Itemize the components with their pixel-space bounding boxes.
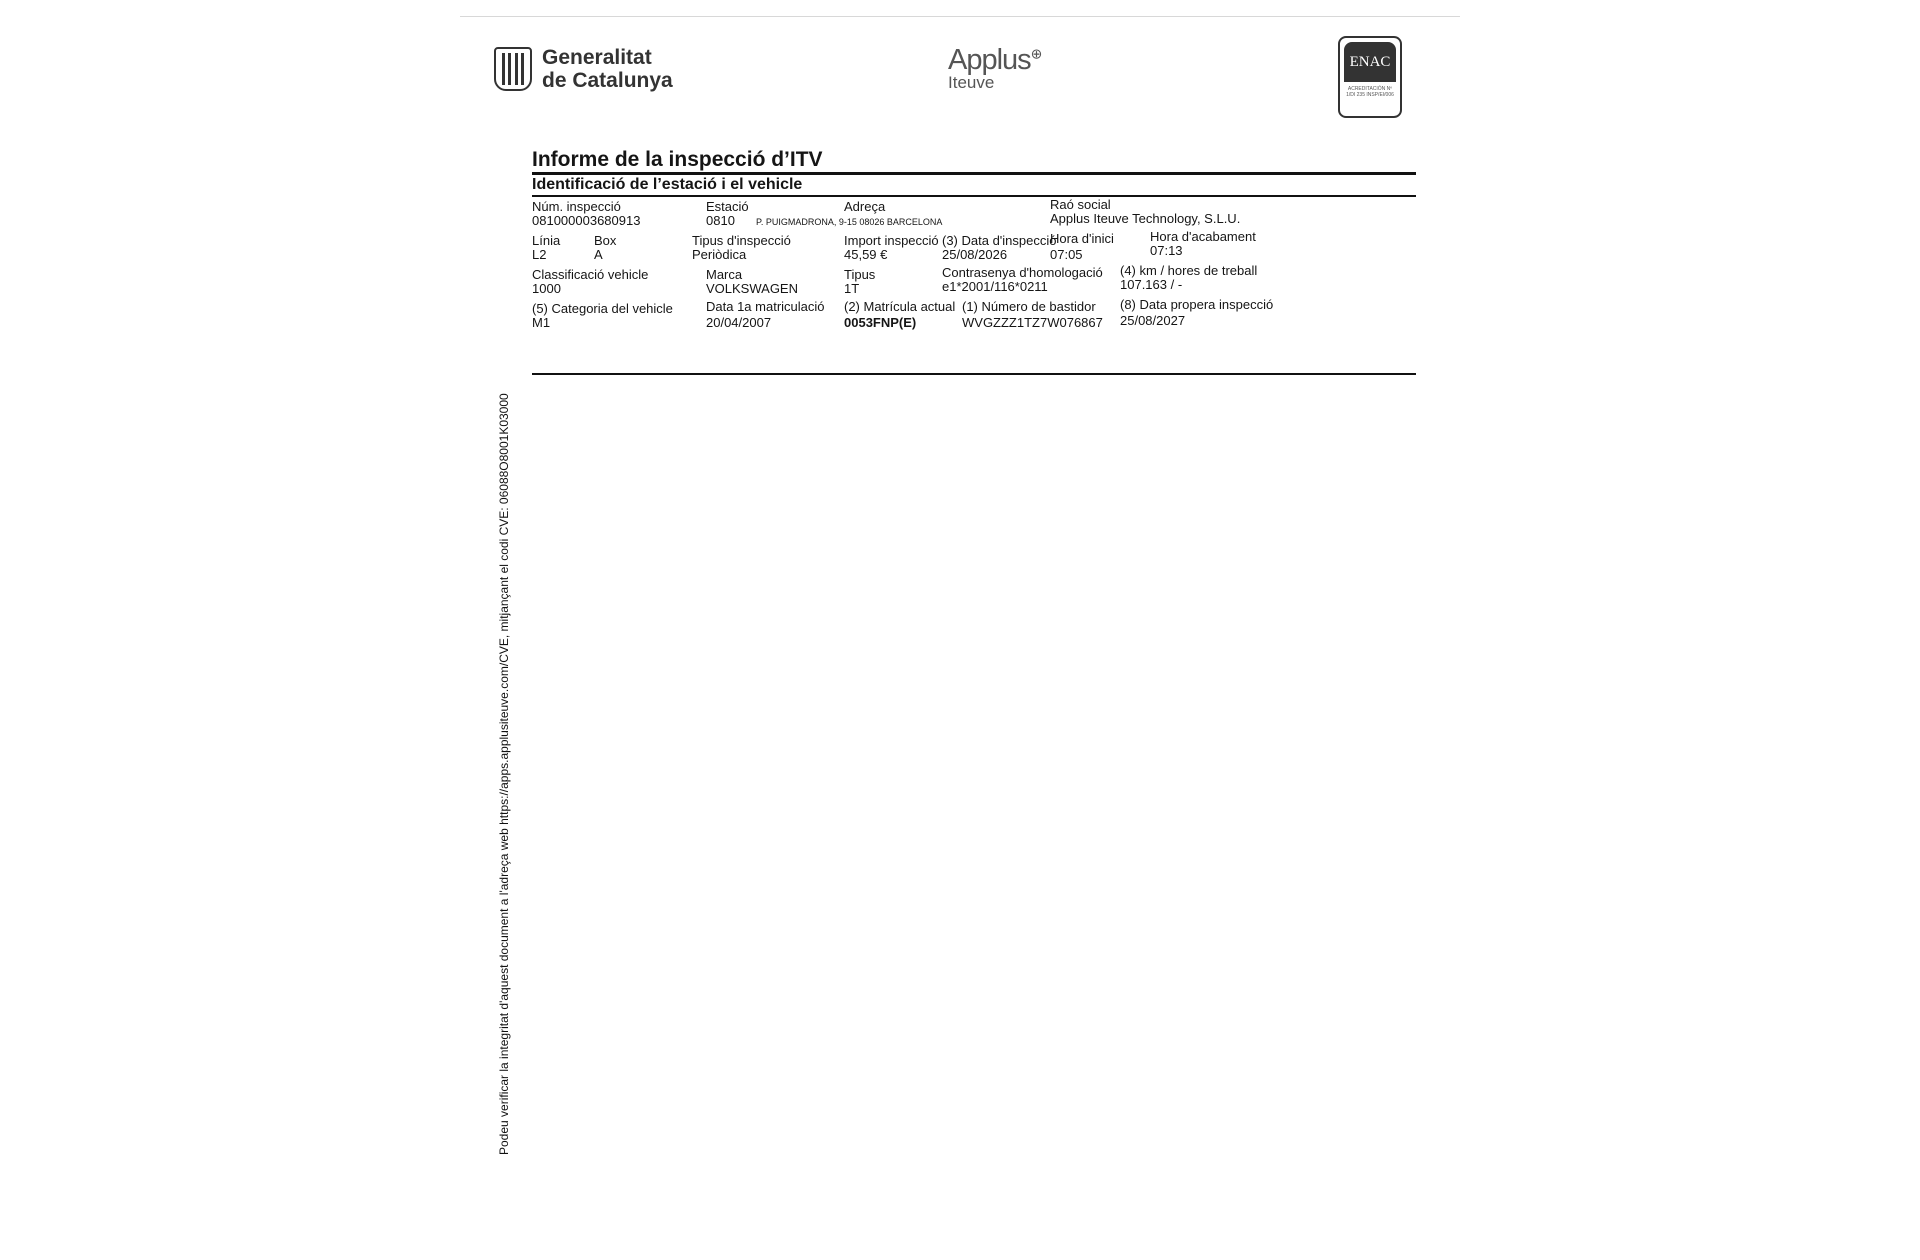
adreca: P. PUIGMADRONA, 9-15 08026 BARCELONA bbox=[756, 217, 943, 227]
data-label: (3) Data d'inspecció bbox=[942, 233, 1057, 248]
matr-label: (2) Matrícula actual bbox=[844, 299, 956, 314]
acab-label: Hora d'acabament bbox=[1150, 229, 1256, 244]
rao: Applus Iteuve Technology, S.L.U. bbox=[1050, 211, 1241, 226]
linia: L2 bbox=[532, 247, 547, 262]
rao-label: Raó social bbox=[1050, 197, 1111, 212]
tipusv: 1T bbox=[844, 281, 860, 296]
plus-icon: ⊕ bbox=[1030, 45, 1042, 62]
import-label: Import inspecció bbox=[844, 233, 939, 248]
itv-report bbox=[528, 36, 1416, 1260]
enac-small: ACREDITACIÓN Nº 1/DI 235 INSP/EI/006 bbox=[1346, 86, 1394, 98]
homol: e1*2001/116*0211 bbox=[942, 279, 1048, 294]
km-label: (4) km / hores de treball bbox=[1120, 263, 1258, 278]
class-label: Classificació vehicle bbox=[532, 267, 649, 282]
marca-label: Marca bbox=[706, 267, 743, 282]
cat: M1 bbox=[532, 315, 551, 330]
section-identification-title: Identificació de l’estació i el vehicle bbox=[532, 176, 803, 193]
import: 45,59 € bbox=[844, 247, 888, 262]
enac-badge bbox=[1338, 36, 1402, 118]
prop-label: (8) Data propera inspecció bbox=[1120, 297, 1274, 312]
page-title: Informe de la inspecció d’ITV bbox=[532, 148, 823, 171]
tipusv-label: Tipus bbox=[844, 267, 876, 282]
inici: 07:05 bbox=[1050, 247, 1083, 262]
report-header bbox=[528, 36, 1416, 112]
homol-label: Contrasenya d'homologació bbox=[942, 265, 1103, 280]
adreca-label: Adreça bbox=[844, 199, 886, 214]
logo-line1: Generalitat bbox=[542, 46, 652, 69]
top-border-line bbox=[460, 16, 1460, 17]
tipus-label: Tipus d'inspecció bbox=[692, 233, 791, 248]
generalitat-logo bbox=[494, 46, 673, 92]
prop: 25/08/2027 bbox=[1120, 313, 1186, 328]
mat1: 20/04/2007 bbox=[706, 315, 772, 330]
km: 107.163 / - bbox=[1120, 277, 1183, 292]
applus-brand: Applus bbox=[948, 44, 1031, 76]
identification-grid bbox=[532, 197, 1416, 375]
data-insp: 25/08/2026 bbox=[942, 247, 1008, 262]
box: A bbox=[594, 247, 603, 262]
verification-side-text: Podeu verificar la integritat d'aquest document a l'adreça web https://apps.applusiteuve.com/CVE, mitjançant el codi CVE: 06088O8001K03000 bbox=[497, 393, 511, 1155]
num-insp: 081000003680913 bbox=[532, 213, 641, 228]
matr: 0053FNP(E) bbox=[844, 315, 917, 330]
inici-label: Hora d'inici bbox=[1050, 231, 1114, 246]
mat1-label: Data 1a matriculació bbox=[706, 299, 825, 314]
generalitat-shield-icon bbox=[494, 47, 532, 91]
class: 1000 bbox=[532, 281, 561, 296]
estacio-label: Estació bbox=[706, 199, 749, 214]
cat-label: (5) Categoria del vehicle bbox=[532, 301, 673, 316]
tipus: Periòdica bbox=[692, 247, 747, 262]
bast-label: (1) Número de bastidor bbox=[962, 299, 1096, 314]
linia-label: Línia bbox=[532, 233, 561, 248]
marca: VOLKSWAGEN bbox=[706, 281, 798, 296]
estacio: 0810 bbox=[706, 213, 735, 228]
box-label: Box bbox=[594, 233, 617, 248]
applus-logo bbox=[948, 44, 1041, 93]
num-insp-label: Núm. inspecció bbox=[532, 199, 621, 214]
bast: WVGZZZ1TZ7W076867 bbox=[962, 315, 1103, 330]
logo-line2: de Catalunya bbox=[542, 69, 673, 92]
acab: 07:13 bbox=[1150, 243, 1183, 258]
enac-label: ENAC bbox=[1344, 42, 1396, 82]
applus-sub: Iteuve bbox=[948, 73, 995, 92]
